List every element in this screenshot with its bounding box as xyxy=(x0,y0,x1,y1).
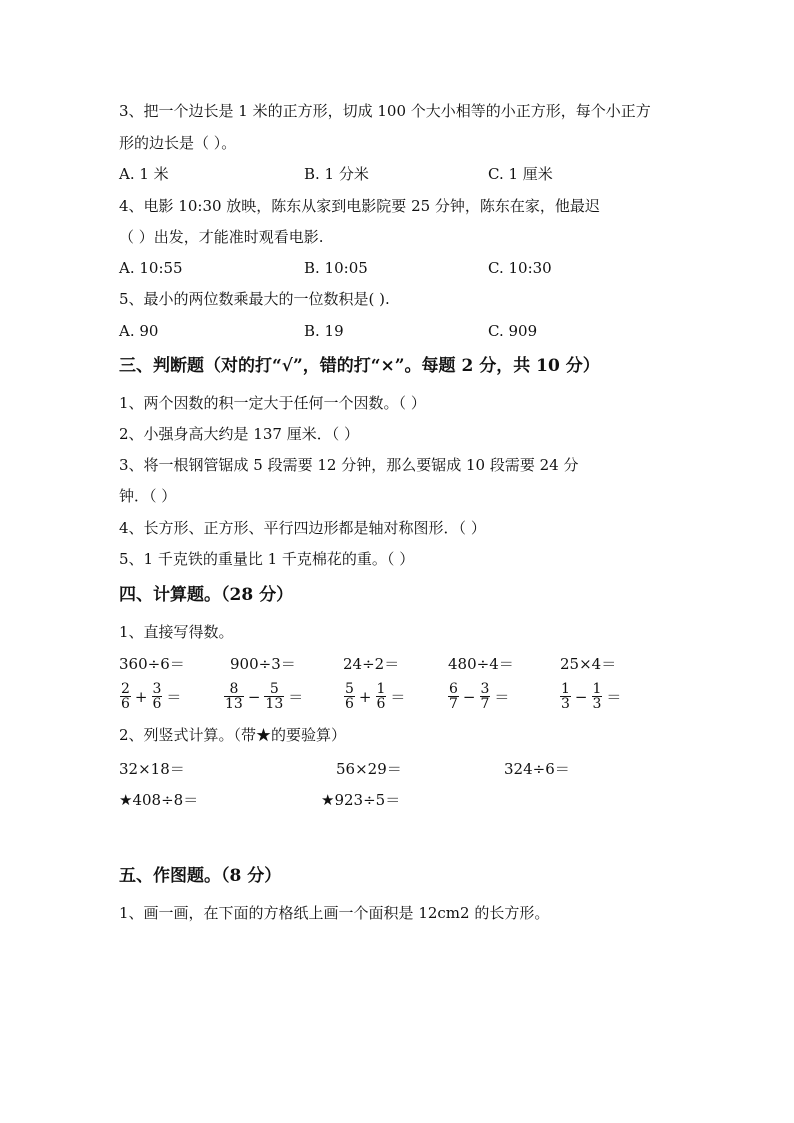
fraction xyxy=(480,682,491,711)
fraction-expression-3 xyxy=(343,682,408,711)
mental-calc-1: 360÷6＝ xyxy=(119,655,185,673)
question-3-line-2: 形的边长是（ ）。 xyxy=(119,134,237,152)
question-4-option-a: A. 10:55 xyxy=(119,259,183,277)
numerator: 3 xyxy=(480,681,490,697)
denominator: 6 xyxy=(345,696,354,712)
equals-sign: ＝ xyxy=(166,688,182,706)
question-3-option-a: A. 1 米 xyxy=(119,165,169,183)
denominator: 3 xyxy=(561,696,570,712)
vertical-calc-1: 32×18＝ xyxy=(119,760,185,778)
question-3-line-1: 3、把一个边长是 1 米的正方形，切成 100 个大小相等的小正方形，每个小正方 xyxy=(119,102,651,120)
denominator: 6 xyxy=(121,696,130,712)
equals-sign: ＝ xyxy=(288,688,304,706)
fraction xyxy=(224,682,244,711)
question-4-option-c: C. 10:30 xyxy=(488,259,552,277)
equals-sign: ＝ xyxy=(390,688,406,706)
calc-sub-1: 1、直接写得数。 xyxy=(119,623,234,641)
denominator: 6 xyxy=(376,696,386,712)
judge-item-3-line-1: 3、将一根钢管锯成 5 段需要 12 分钟，那么要锯成 10 段需要 24 分 xyxy=(119,456,579,474)
calc-sub-2: 2、列竖式计算。（带★的要验算） xyxy=(119,726,347,744)
operator: − xyxy=(574,687,588,706)
numerator: 1 xyxy=(592,681,602,697)
question-5-option-b: B. 19 xyxy=(304,322,344,340)
numerator: 1 xyxy=(376,681,386,697)
draw-item-1: 1、画一画，在下面的方格纸上画一个面积是 12cm2 的长方形。 xyxy=(119,904,550,922)
operator: − xyxy=(462,687,476,706)
judge-item-4: 4、长方形、正方形、平行四边形都是轴对称图形．（ ） xyxy=(119,519,486,537)
vertical-calc-5: ★923÷5＝ xyxy=(321,791,401,809)
question-5-option-a: A. 90 xyxy=(119,322,159,340)
judge-item-3-line-2: 钟．（ ） xyxy=(119,487,177,505)
denominator: 13 xyxy=(225,696,243,712)
vertical-calc-2: 56×29＝ xyxy=(336,760,402,778)
judge-item-5: 5、1 千克铁的重量比 1 千克棉花的重。（ ） xyxy=(119,550,415,568)
vertical-calc-3: 324÷6＝ xyxy=(504,760,570,778)
equals-sign: ＝ xyxy=(606,688,622,706)
question-4-line-1: 4、电影 10:30 放映，陈东从家到电影院要 25 分钟，陈东在家，他最迟 xyxy=(119,197,600,215)
denominator: 6 xyxy=(152,696,162,712)
judge-item-2: 2、小强身高大约是 137 厘米．（ ） xyxy=(119,425,359,443)
operator: − xyxy=(247,687,261,706)
judge-item-1: 1、两个因数的积一定大于任何一个因数。（ ） xyxy=(119,394,426,412)
mental-calc-3: 24÷2＝ xyxy=(343,655,400,673)
section-4-heading: 四、计算题。（28 分） xyxy=(119,585,294,605)
fraction xyxy=(120,682,131,711)
question-4-line-2: （ ）出发，才能准时观看电影. xyxy=(119,228,324,246)
question-5-line-1: 5、最小的两位数乘最大的一位数积是( ). xyxy=(119,290,390,308)
numerator: 6 xyxy=(449,681,458,697)
fraction xyxy=(448,682,459,711)
mental-calc-2: 900÷3＝ xyxy=(230,655,296,673)
mental-calc-5: 25×4＝ xyxy=(560,655,617,673)
numerator: 5 xyxy=(345,681,354,697)
operator: + xyxy=(134,687,148,706)
equals-sign: ＝ xyxy=(494,688,510,706)
question-4-option-b: B. 10:05 xyxy=(304,259,368,277)
question-5-option-c: C. 909 xyxy=(488,322,538,340)
fraction-expression-1 xyxy=(119,682,184,711)
section-3-heading: 三、判断题（对的打“√”，错的打“×”。每题 2 分，共 10 分） xyxy=(119,356,600,376)
fraction xyxy=(344,682,355,711)
section-5-heading: 五、作图题。（8 分） xyxy=(119,866,282,886)
vertical-calc-4: ★408÷8＝ xyxy=(119,791,199,809)
fraction xyxy=(376,682,387,711)
numerator: 1 xyxy=(561,681,570,697)
fraction-expression-4 xyxy=(447,682,512,711)
numerator: 5 xyxy=(269,681,279,697)
question-3-option-c: C. 1 厘米 xyxy=(488,165,553,183)
fraction-expression-5 xyxy=(559,682,624,711)
fraction xyxy=(592,682,603,711)
denominator: 13 xyxy=(265,696,284,712)
operator: + xyxy=(358,687,372,706)
mental-calc-4: 480÷4＝ xyxy=(448,655,514,673)
fraction xyxy=(152,682,163,711)
numerator: 8 xyxy=(229,681,239,697)
fraction-expression-2 xyxy=(223,682,306,711)
denominator: 7 xyxy=(480,696,490,712)
denominator: 3 xyxy=(592,696,602,712)
question-3-option-b: B. 1 分米 xyxy=(304,165,369,183)
numerator: 3 xyxy=(152,681,162,697)
numerator: 2 xyxy=(121,681,130,697)
fraction xyxy=(264,682,284,711)
fraction xyxy=(560,682,571,711)
denominator: 7 xyxy=(449,696,458,712)
